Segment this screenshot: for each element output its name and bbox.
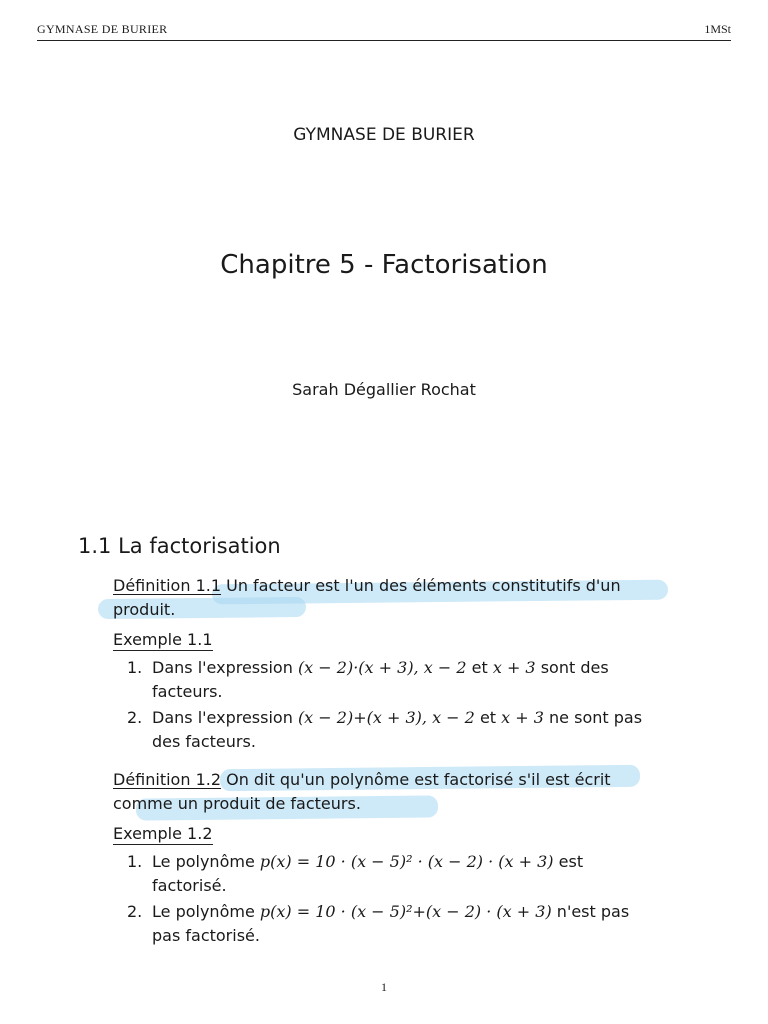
example-2-label: Exemple 1.2 bbox=[113, 824, 213, 843]
item-text: Le polynôme bbox=[152, 902, 255, 921]
definition-1-text-line1: Un facteur est l'un des éléments constitutifs d'un bbox=[226, 576, 621, 595]
definition-2-label: Définition 1.2 bbox=[113, 770, 222, 789]
math-expression: (x − 2)·(x + 3), bbox=[297, 658, 419, 677]
definition-1-text-line2: produit. bbox=[113, 600, 176, 619]
item-text: sont des bbox=[540, 658, 609, 677]
math-expression: x + 3 bbox=[501, 708, 544, 727]
page-title: Chapitre 5 - Factorisation bbox=[220, 250, 548, 280]
example-1-label: Exemple 1.1 bbox=[113, 630, 213, 649]
item-text: Le polynôme bbox=[152, 852, 255, 871]
item-text: ne sont pas bbox=[549, 708, 643, 727]
list-number: 2. bbox=[127, 902, 143, 921]
item-text: et bbox=[479, 708, 497, 727]
definition-1 bbox=[113, 574, 621, 622]
math-expression: (x − 2)+(x + 3), bbox=[297, 708, 427, 727]
item-text: Dans l'expression bbox=[152, 658, 293, 677]
math-expression: p(x) = 10 · (x − 5)² · (x − 2) · (x + 3) bbox=[259, 852, 554, 871]
definition-1-label: Définition 1.1 bbox=[113, 576, 222, 595]
page-number: 1 bbox=[381, 980, 387, 994]
list-number: 1. bbox=[127, 852, 143, 871]
item-text: Dans l'expression bbox=[152, 708, 293, 727]
item-text: est bbox=[558, 852, 584, 871]
math-expression: x + 3 bbox=[492, 658, 536, 677]
definition-2-text-line1: On dit qu'un polynôme est factorisé s'il est écrit bbox=[226, 770, 611, 789]
running-header bbox=[37, 22, 731, 41]
example-2-heading bbox=[113, 822, 213, 846]
list-number: 1. bbox=[127, 658, 143, 677]
math-expression: x − 2 bbox=[432, 708, 475, 727]
item-text: n'est pas bbox=[556, 902, 630, 921]
math-expression: x − 2 bbox=[423, 658, 467, 677]
math-expression: p(x) = 10 · (x − 5)²+(x − 2) · (x + 3) bbox=[259, 902, 552, 921]
school-name: GYMNASE DE BURIER bbox=[293, 125, 475, 145]
item-text: et bbox=[471, 658, 488, 677]
list-number: 2. bbox=[127, 708, 143, 727]
header-left: GYMNASE DE BURIER bbox=[37, 22, 168, 36]
section-heading: 1.1 La factorisation bbox=[78, 534, 281, 558]
item-text-continued: facteurs. bbox=[152, 682, 223, 701]
author-name: Sarah Dégallier Rochat bbox=[292, 380, 476, 399]
header-right: 1MSt bbox=[704, 22, 731, 36]
item-text-continued: factorisé. bbox=[152, 876, 227, 895]
item-text-continued: des facteurs. bbox=[152, 732, 256, 751]
item-text-continued: pas factorisé. bbox=[152, 926, 260, 945]
example-1-heading bbox=[113, 628, 213, 652]
definition-2-text-line2: comme un produit de facteurs. bbox=[113, 794, 361, 813]
definition-2 bbox=[113, 768, 611, 816]
